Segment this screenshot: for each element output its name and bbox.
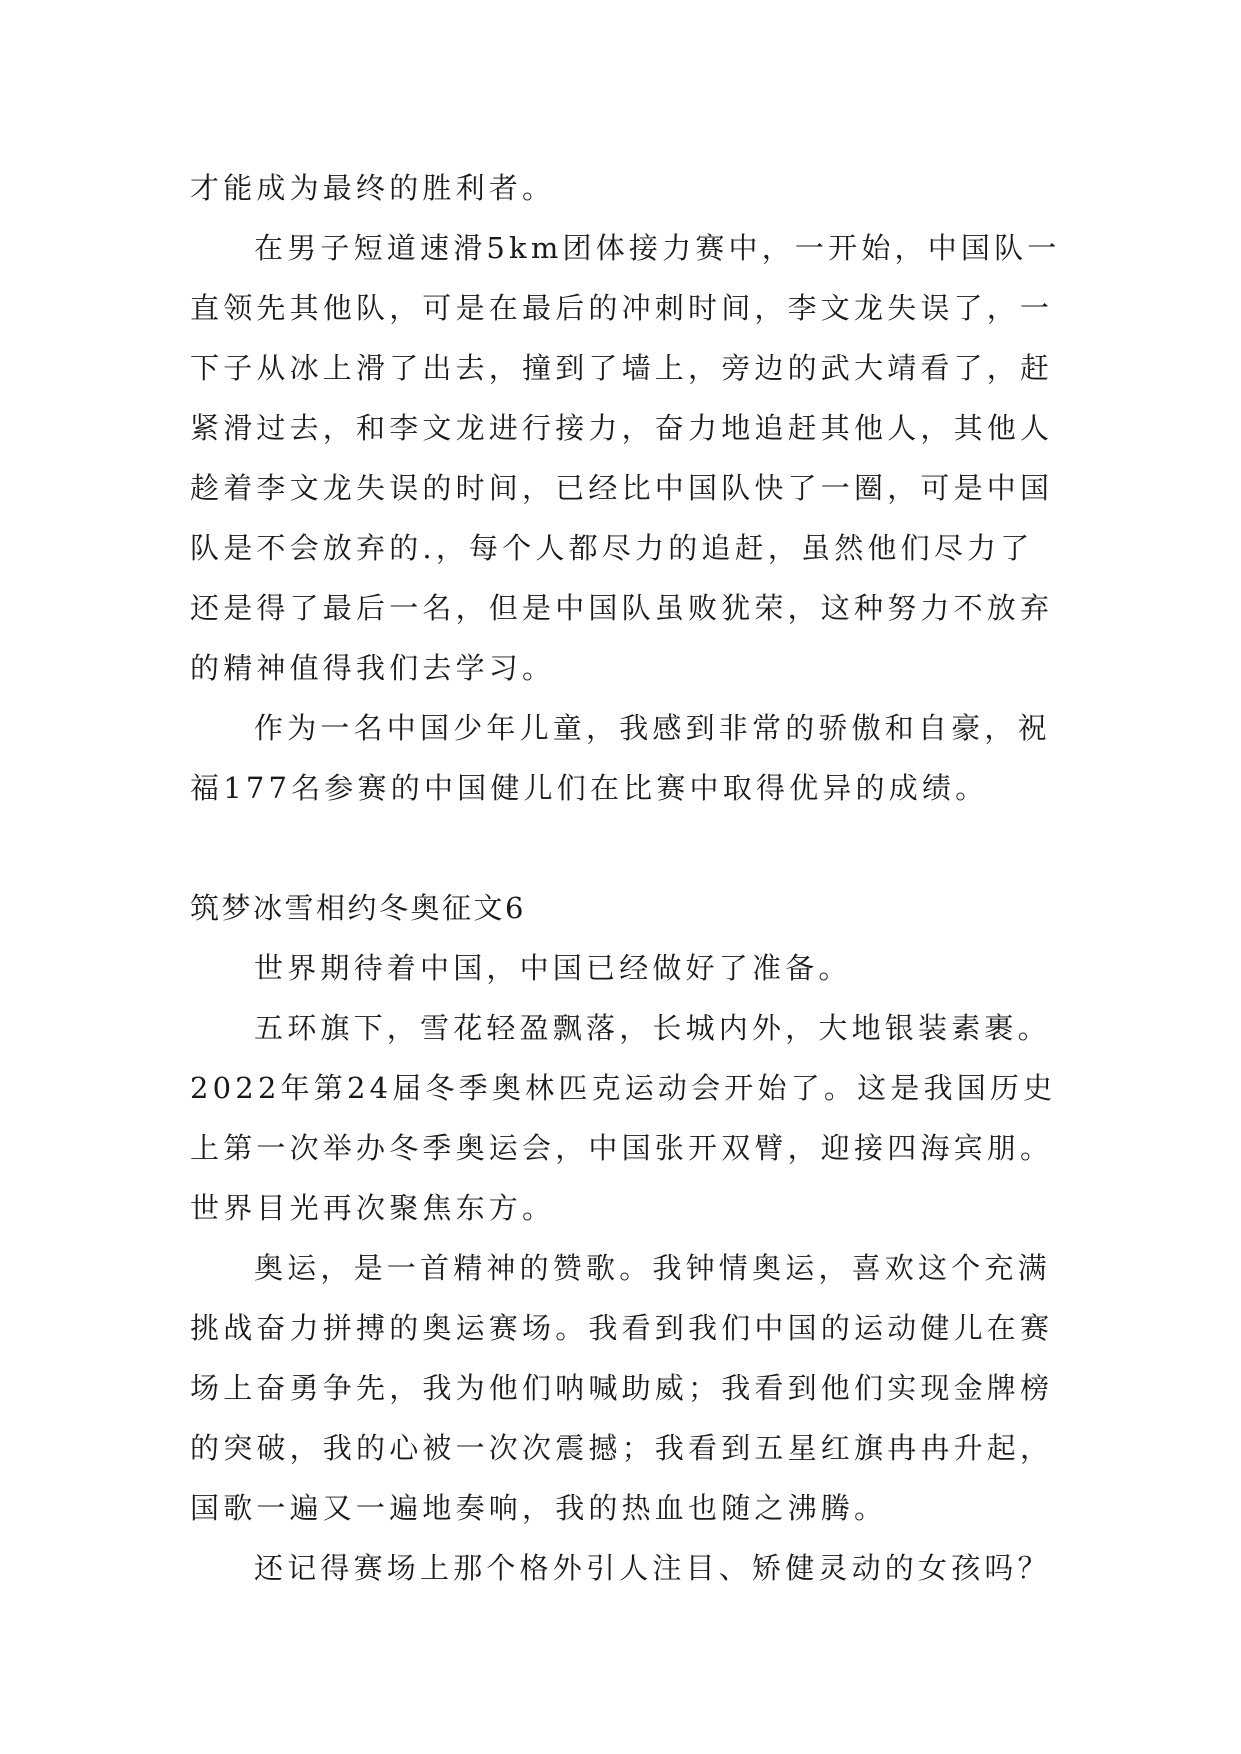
text-line: 挑战奋力拼搏的奥运赛场。我看到我们中国的运动健儿在赛 bbox=[190, 1311, 1054, 1345]
text-line: 的精神值得我们去学习。 bbox=[190, 651, 556, 685]
text-line: 的突破，我的心被一次次震撼；我看到五星红旗冉冉升起， bbox=[190, 1431, 1054, 1465]
text-line: 上第一次举办冬季奥运会，中国张开双臂，迎接四海宾朋。 bbox=[190, 1131, 1054, 1165]
paragraph-first-line: 在男子短道速滑5km团体接力赛中，一开始，中国队一 bbox=[254, 231, 1061, 265]
paragraph-first-line: 作为一名中国少年儿童，我感到非常的骄傲和自豪，祝 bbox=[254, 711, 1051, 745]
text-line: 队是不会放弃的.，每个人都尽力的追赶，虽然他们尽力了 bbox=[190, 531, 1034, 565]
section-heading: 筑梦冰雪相约冬奥征文6 bbox=[190, 891, 526, 925]
text-line: 国歌一遍又一遍地奏响，我的热血也随之沸腾。 bbox=[190, 1491, 888, 1525]
text-line: 2022年第24届冬季奥林匹克运动会开始了。这是我国历史 bbox=[190, 1071, 1057, 1105]
text-line: 直领先其他队，可是在最后的冲刺时间，李文龙失误了，一 bbox=[190, 291, 1054, 325]
text-line: 才能成为最终的胜利者。 bbox=[190, 171, 556, 205]
text-line: 福177名参赛的中国健儿们在比赛中取得优异的成绩。 bbox=[190, 771, 989, 805]
text-line: 趁着李文龙失误的时间，已经比中国队快了一圈，可是中国 bbox=[190, 471, 1054, 505]
text-line: 紧滑过去，和李文龙进行接力，奋力地追赶其他人，其他人 bbox=[190, 411, 1054, 445]
paragraph-first-line: 世界期待着中国，中国已经做好了准备。 bbox=[254, 951, 852, 985]
text-line: 世界目光再次聚焦东方。 bbox=[190, 1191, 556, 1225]
text-line: 场上奋勇争先，我为他们呐喊助威；我看到他们实现金牌榜 bbox=[190, 1371, 1054, 1405]
paragraph-first-line: 五环旗下，雪花轻盈飘落，长城内外，大地银装素裹。 bbox=[254, 1011, 1051, 1045]
paragraph-first-line: 奥运，是一首精神的赞歌。我钟情奥运，喜欢这个充满 bbox=[254, 1251, 1051, 1285]
text-line: 还是得了最后一名，但是中国队虽败犹荣，这种努力不放弃 bbox=[190, 591, 1054, 625]
paragraph-first-line: 还记得赛场上那个格外引人注目、矫健灵动的女孩吗？ bbox=[254, 1551, 1051, 1585]
text-line: 下子从冰上滑了出去，撞到了墙上，旁边的武大靖看了，赶 bbox=[190, 351, 1054, 385]
